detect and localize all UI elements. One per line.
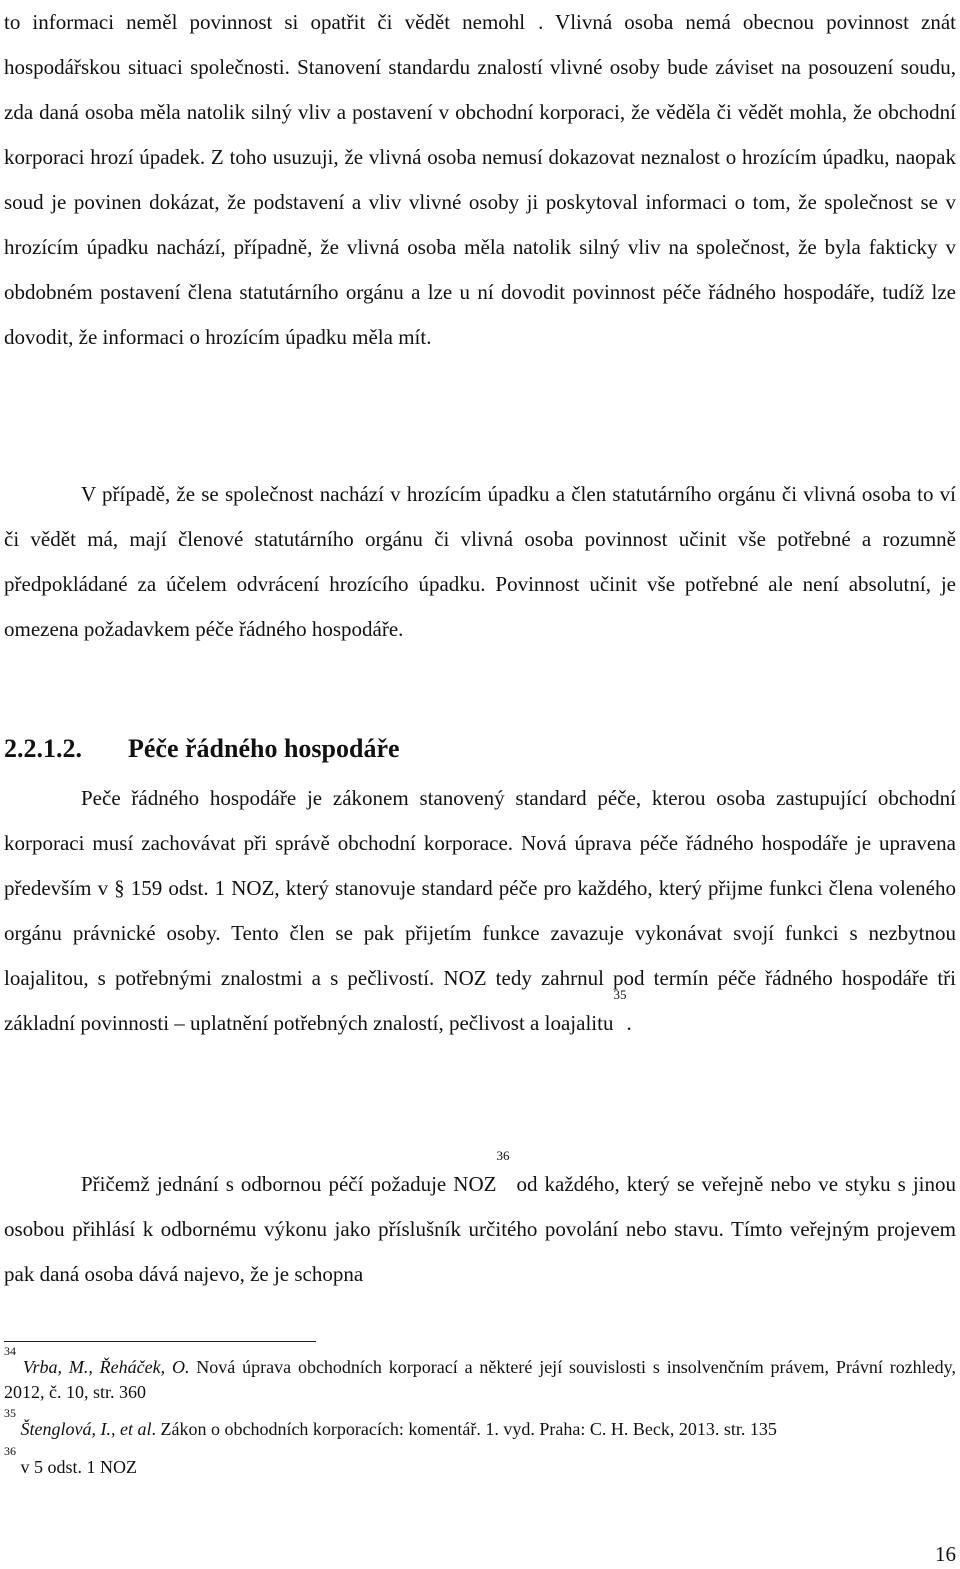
footnote-author: Štenglová, I., et al [20, 1419, 152, 1439]
footnote-ref-36[interactable]: 36 [496, 1148, 510, 1163]
paragraph-1 [4, 0, 956, 360]
footnote-separator [4, 1341, 316, 1342]
footnote-number: 34 [4, 1344, 16, 1358]
footnote-number: 36 [4, 1444, 16, 1458]
paragraph-1-text-a: to informaci neměl povinnost si opatřit či vědět nemohl [4, 10, 526, 34]
footnote-number: 35 [4, 1406, 16, 1420]
section-heading [4, 726, 400, 772]
paragraph-2-text: V případě, že se společnost nachází v hrozícím úpadku a člen statutárního orgánu či vlivná osoba to ví či vědět má, mají členové statutárního orgánu či vlivná osoba povinnost učinit vše potřebné a rozumně předpokládané za účelem odvrácení hrozícího úpadku. Povinnost učinit vše potřebné ale není absolutní, je omezena požadavkem péče řádného hospodáře. [4, 482, 956, 641]
section-title: Péče řádného hospodáře [128, 734, 400, 763]
paragraph-3-text-a: Peče řádného hospodáře je zákonem stanovený standard péče, kterou osoba zastupující obchodní korporaci musí zachovávat při správě obchodní korporace. Nová úprava péče řádného hospodáře je upravena především v § 159 odst. 1 NOZ, který stanovuje standard péče pro každého, který přijme funkci člena voleného orgánu právnické osoby. Tento člen se pak přijetím funkce zavazuje vykonávat svojí funkci s nezbytnou loajalitou, s potřebnými znalostmi a s pečlivostí. NOZ tedy zahrnul pod termín péče řádného hospodáře tři základní povinnosti – uplatnění potřebných znalostí, pečlivost a loajalitu [4, 786, 956, 1035]
paragraph-3-text-b: . [626, 1011, 632, 1035]
footnote-ref-35[interactable]: 35 [613, 987, 627, 1002]
footnote-text: . Zákon o obchodních korporacích: komentář. 1. vyd. Praha: C. H. Beck, 2013. str. 135 [151, 1419, 777, 1439]
paragraph-4-text-b: od každého, který se veřejně nebo ve styku s jinou osobou přihlásí k odbornému výkonu jako příslušník určitého povolání nebo stavu. Tímto veřejným projevem pak daná osoba dává najevo, že je schopna [4, 1172, 956, 1286]
footnote-ref-34[interactable] [525, 0, 538, 1]
paragraph-3 [4, 776, 956, 1046]
paragraph-1-text-b: . Vlivná osoba nemá obecnou povinnost znát hospodářskou situaci společnosti. Stanovení standardu znalostí vlivné osoby bude záviset na posouzení soudu, zda daná osoba měla natolik silný vliv a postavení v obchodní korporaci, že věděla či vědět mohla, že obchodní korporaci hrozí úpadek. Z toho usuzuji, že vlivná osoba nemusí dokazovat neznalost o hrozícím úpadku, naopak soud je povinen dokázat, že podstavení a vliv vlivné osoby ji poskytoval informaci o tom, že společnost se v hrozícím úpadku nachází, případně, že vlivná osoba měla natolik silný vliv na společnost, že byla fakticky v obdobném postavení člena statutárního orgánu a lze u ní dovodit povinnost péče řádného hospodáře, tudíž lze dovodit, že informaci o hrozícím úpadku měla mít. [4, 10, 956, 349]
page-number: 16 [935, 1542, 956, 1566]
footnote-text: v 5 odst. 1 NOZ [16, 1457, 137, 1477]
paragraph-2 [4, 472, 956, 652]
paragraph-4-text-a: Přičemž jednání s odbornou péčí požaduje NOZ [81, 1172, 497, 1196]
footnote-text: Nová úprava obchodních korporací a některé její souvislosti s insolvenčním právem, Právní rozhledy, 2012, č. 10, str. 360 [4, 1357, 957, 1402]
footnote-34 [4, 1344, 957, 1405]
paragraph-4 [4, 1148, 956, 1297]
footnote-36 [4, 1444, 956, 1480]
footnote-author: Vrba, M., Řeháček, O. [22, 1357, 190, 1377]
footnote-35 [4, 1406, 956, 1442]
section-number: 2.2.1.2. [4, 734, 82, 763]
